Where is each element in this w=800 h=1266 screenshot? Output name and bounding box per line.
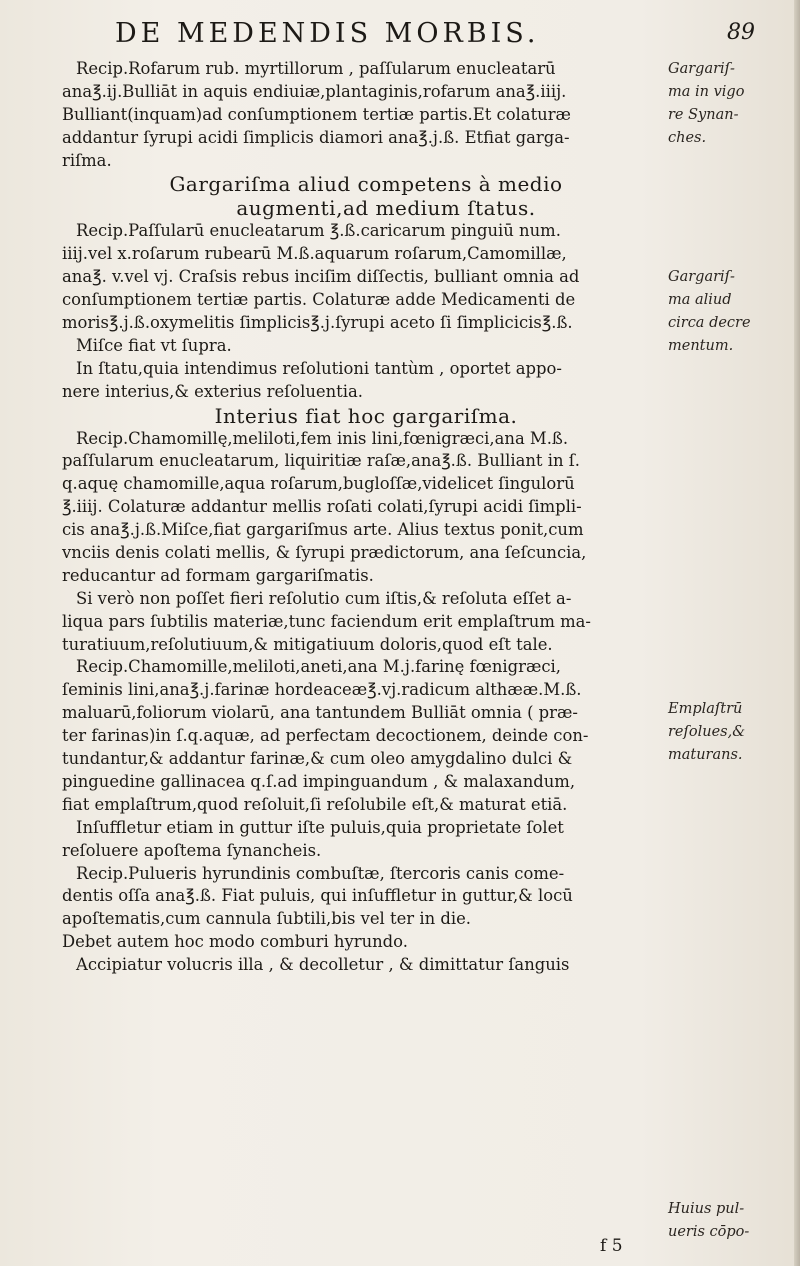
body-text <box>62 58 670 977</box>
paragraph-recipe-2 <box>62 220 670 403</box>
section-heading: Interius fiat hoc gargariſma. <box>214 403 518 428</box>
margin-note: reſolues,& <box>668 724 746 740</box>
margin-note: ma aliud <box>668 292 732 308</box>
section-heading: Gargariſma aliud competens à medio <box>169 172 563 197</box>
text-line: Recip.Rofarum rub. myrtillorum , paſſularum enucleatarū <box>76 59 556 78</box>
text-line: ana℥.ij.Bulliāt in aquis endiuiæ,plantaginis,rofarum ana℥.iiij. <box>62 81 567 101</box>
page-edge <box>794 0 800 1266</box>
text-line: iiij.vel x.roſarum rubearū M.ß.aquarum roſarum,Camomillæ, <box>62 244 567 264</box>
text-line: Bulliant(inquam)ad conſumptionem tertiæ partis.Et colaturæ <box>62 104 571 124</box>
margin-note: mentum. <box>668 338 734 354</box>
text-line: apoſtematis,cum cannula ſubtili,bis vel ter in die. <box>62 909 471 929</box>
text-line: Inſuffletur etiam in guttur iſte puluis,quia proprietate ſolet <box>76 817 564 837</box>
text-line: liqua pars ſubtilis materiæ,tunc faciendum erit emplaſtrum ma- <box>62 611 591 631</box>
text-line: dentis oſſa ana℥.ß. Fiat puluis, qui inſuffletur in guttur,& locū <box>62 886 573 906</box>
text-line: maluarū,foliorum violarū, ana tantundem Bulliāt omnia ( præ- <box>62 703 578 723</box>
margin-note: ma in vigo <box>668 84 745 100</box>
text-line: reſoluere apoſtema ſynancheis. <box>62 840 322 860</box>
text-line: Recip.Chamomille,meliloti,aneti,ana M.j.farinę fœnigræci, <box>76 657 561 677</box>
margin-note: ches. <box>668 130 707 146</box>
text-line: turatiuum,reſolutiuum,& mitigatiuum doloris,quod eſt tale. <box>62 634 553 654</box>
text-line: riſma. <box>62 150 112 170</box>
text-line: pinguedine gallinacea q.ſ.ad impinguandum , & malaxandum, <box>62 771 576 791</box>
running-head: DE MEDENDIS MORBIS. <box>115 18 540 49</box>
text-line: conſumptionem tertiæ partis. Colaturæ adde Medicamenti de <box>62 290 576 310</box>
text-line: addantur ſyrupi acidi ſimplicis diamori ana℥.j.ß. Etfiat garga- <box>62 127 570 147</box>
text-line: q.aquę chamomille,aqua roſarum,bugloſſæ,videlicet ſingulorū <box>62 474 575 494</box>
text-line: In ſtatu,quia intendimus reſolutioni tantùm , oportet appo- <box>76 358 562 378</box>
paragraph-recipe-3 <box>62 428 670 977</box>
paragraph-recipe-1 <box>62 58 670 172</box>
text-line: Recip.Pulueris hyrundinis combuſtæ, ſtercoris canis come- <box>76 863 565 883</box>
signature-mark: f 5 <box>600 1236 623 1256</box>
page-number: 89 <box>727 20 755 45</box>
text-line: ſeminis lini,ana℥.j.farinæ hordeaceæ℥.vj.radicum althææ.M.ß. <box>62 680 582 700</box>
margin-note: ueris cōpo- <box>668 1224 750 1240</box>
text-line: ana℥. v.vel vj. Craſsis rebus inciſim diſſectis, bulliant omnia ad <box>62 267 580 287</box>
text-line: Recip.Paſſularū enucleatarum ℥.ß.caricarum pinguiū num. <box>76 221 561 241</box>
section-heading-cont: augmenti,ad medium ſtatus. <box>236 196 536 221</box>
text-line: Miſce fiat vt ſupra. <box>76 335 232 355</box>
margin-note: Huius pul- <box>668 1201 745 1217</box>
page-header <box>115 18 755 54</box>
margin-note: Emplaſtrū <box>668 701 743 717</box>
text-line: cis ana℥.j.ß.Miſce,fiat gargariſmus arte. Alius textus ponit,cum <box>62 520 584 540</box>
text-line: reducantur ad formam gargariſmatis. <box>62 565 374 585</box>
text-line: moris℥.j.ß.oxymelitis ſimplicis℥.j.ſyrupi aceto ſi ſimplicicis℥.ß. <box>62 313 573 333</box>
text-line: paſſularum enucleatarum, liquiritiæ raſæ,ana℥.ß. Bulliant in ſ. <box>62 451 581 471</box>
margin-note: Gargariſ- <box>668 61 735 77</box>
margin-note: re Synan- <box>668 107 739 123</box>
margin-note: circa decre <box>668 315 751 331</box>
text-line: Debet autem hoc modo comburi hyrundo. <box>62 932 408 952</box>
text-line: Si verò non poſſet fieri reſolutio cum iſtis,& reſoluta eſſet a- <box>76 588 572 608</box>
text-line: Recip.Chamomillę,meliloti,fem inis lini,fœnigræci,ana M.ß. <box>76 428 569 448</box>
text-line: vnciis denis colati mellis, & ſyrupi prædictorum, ana ſeſcuncia, <box>62 543 587 563</box>
text-line: nere interius,& exterius reſoluentia. <box>62 381 363 401</box>
margin-note: Gargariſ- <box>668 269 735 285</box>
text-line: tundantur,& addantur farinæ,& cum oleo amygdalino dulci & <box>62 749 573 769</box>
text-line: fiat emplaſtrum,quod reſoluit,ſi reſolubile eſt,& maturat etiā. <box>62 794 568 814</box>
text-line: ℥.iiij. Colaturæ addantur mellis roſati colati,ſyrupi acidi ſimpli- <box>62 497 582 517</box>
text-line: ter farinas)in ſ.q.aquæ, ad perfectam decoctionem, deinde con- <box>62 726 589 746</box>
margin-note: maturans. <box>668 747 743 763</box>
text-line: Accipiatur volucris illa , & decolletur , & dimittatur ſanguis <box>76 955 570 975</box>
